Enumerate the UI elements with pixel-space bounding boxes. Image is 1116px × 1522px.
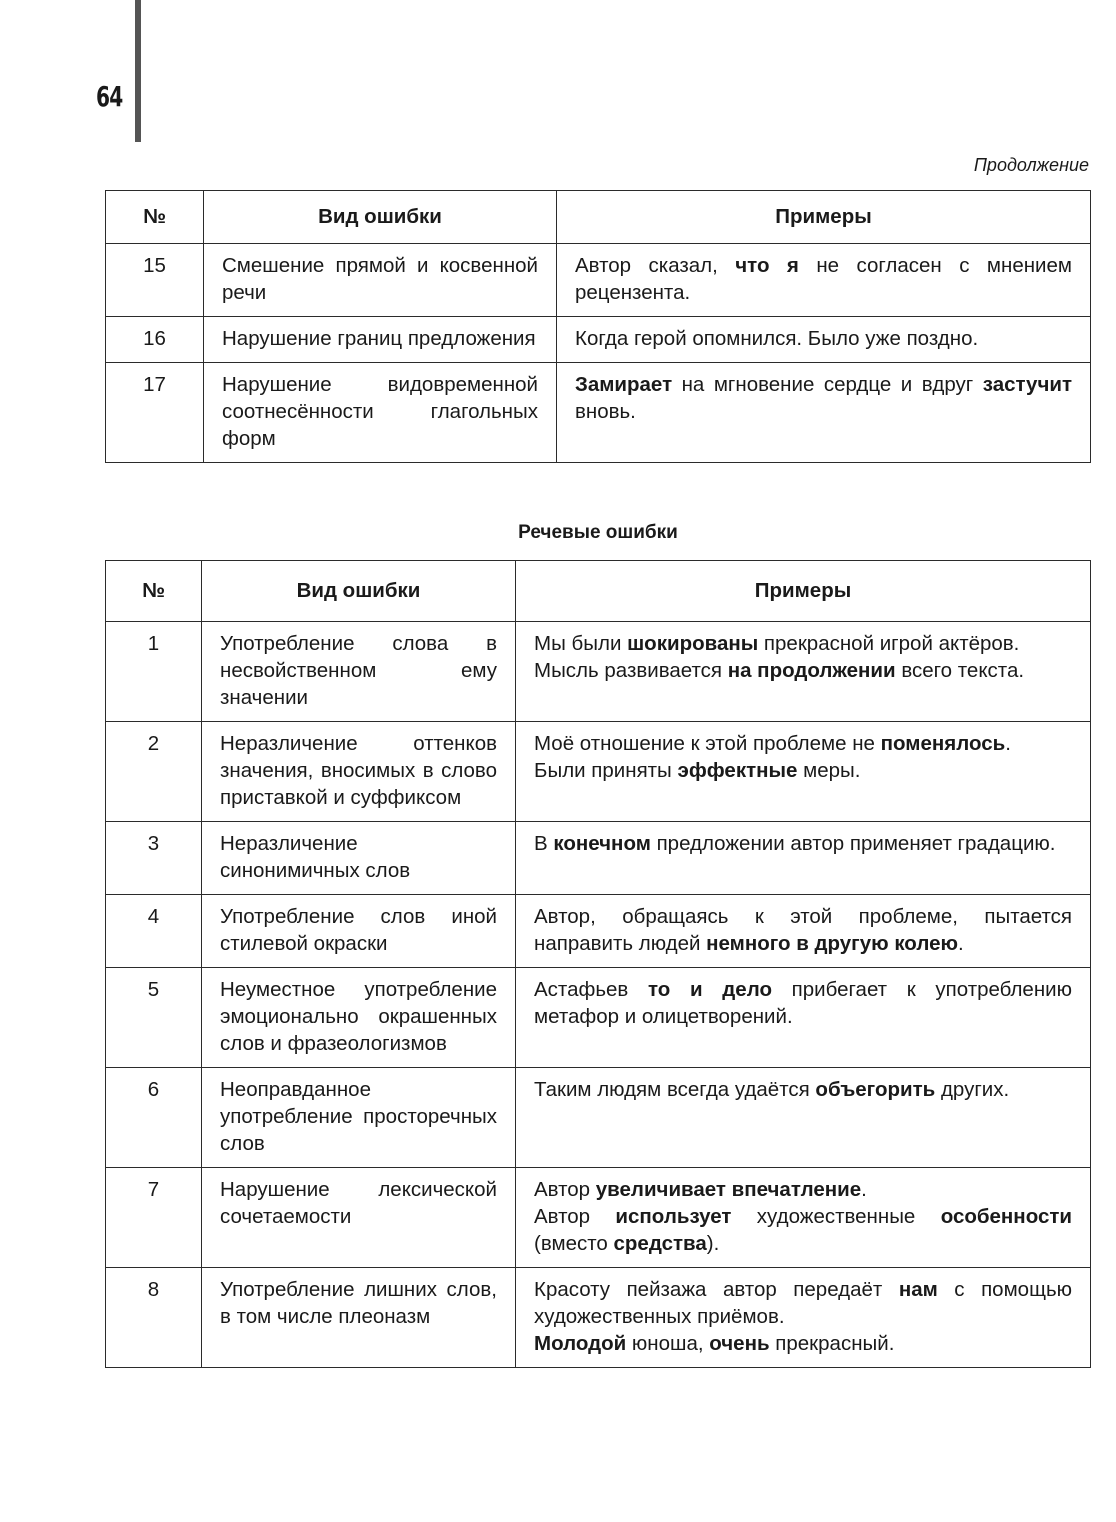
example-line [534,830,1072,857]
example-text: юноша, [626,1332,710,1355]
header-error-type: Вид ошибки [202,561,516,622]
highlighted-error: средства [613,1232,707,1255]
example-text: В [534,832,554,855]
table-row [106,895,1091,968]
row-number: 16 [106,317,204,363]
row-number: 7 [106,1168,202,1268]
examples-cell [557,363,1091,463]
example-text: (вместо [534,1232,614,1255]
example-text: не согласен с мнением рецензента. [575,254,1072,304]
table-row [106,722,1091,822]
example-text: меры. [797,759,861,782]
row-number: 2 [106,722,202,822]
table-row [106,1268,1091,1368]
examples-cell [516,622,1091,722]
table-row [106,244,1091,317]
example-text: Таким людям всегда удаётся [534,1078,816,1101]
examples-cell [516,1068,1091,1168]
highlighted-error: шокированы [627,632,759,655]
row-number: 5 [106,968,202,1068]
example-text: Автор сказал, [575,254,736,277]
error-type: Нарушение лексической сочетаемости [202,1168,516,1268]
table-row [106,317,1091,363]
examples-cell [516,822,1091,895]
table-row [106,363,1091,463]
example-text: вновь. [575,400,636,423]
example-text: Мысль развивается [534,659,728,682]
example-text: Мы были [534,632,628,655]
example-text: других. [935,1078,1010,1101]
examples-cell [516,722,1091,822]
examples-cell [516,895,1091,968]
table-header-row [106,561,1091,622]
example-line [534,1076,1072,1103]
highlighted-error: на продолжении [727,659,896,682]
row-number: 15 [106,244,204,317]
highlighted-error: Молодой [534,1332,627,1355]
page-number: 64 [96,80,123,113]
highlighted-error: Замирает [575,373,673,396]
highlighted-error: поменялось [880,732,1006,755]
example-line [534,630,1072,657]
error-type: Нарушение границ предложения [204,317,557,363]
example-line [534,657,1072,684]
example-line [534,1276,1072,1330]
error-type: Неразличение оттенков значения, вносимых в слово приставкой и суффиксом [202,722,516,822]
table-row [106,1068,1091,1168]
example-text: художественные [731,1205,941,1228]
highlighted-error: нам [898,1278,938,1301]
example-text: Астафьев [534,978,649,1001]
example-text: прекрасной игрой актёров. [758,632,1020,655]
row-number: 17 [106,363,204,463]
highlighted-error: объегорить [815,1078,936,1101]
examples-cell [516,1268,1091,1368]
example-line [575,252,1072,306]
example-line [534,1203,1072,1257]
example-text: всего текста. [895,659,1025,682]
example-text: с помощью художественных приёмов. [534,1278,1072,1328]
error-type: Неуместное употребление эмоционально окрашенных слов и фразеологизмов [202,968,516,1068]
example-text: Автор, обращаясь к этой проблеме, пытается направить людей [534,905,1072,955]
error-type: Употребление лишних слов, в том числе плеоназм [202,1268,516,1368]
continuation-label: Продолжение [973,155,1089,175]
example-text: предложении автор применяет градацию. [650,832,1056,855]
highlighted-error: немного в другую колею [706,932,958,955]
row-number: 8 [106,1268,202,1368]
page-margin-rule [135,0,141,142]
row-number: 6 [106,1068,202,1168]
highlighted-error: очень [709,1332,770,1355]
example-text: прибегает к употреблению метафор и олицетворений. [534,978,1072,1028]
example-line [575,371,1072,425]
example-line [534,757,1072,784]
error-type: Нарушение видовременной соотнесённости глагольных форм [204,363,557,463]
header-examples: Примеры [557,191,1091,244]
table-row [106,822,1091,895]
example-line [534,903,1072,957]
examples-cell [516,968,1091,1068]
table-row [106,622,1091,722]
highlighted-error: конечном [553,832,651,855]
section-title: Речевые ошибки [518,522,678,543]
error-type: Смешение прямой и косвенной речи [204,244,557,317]
example-text: Красоту пейзажа автор передаёт [534,1278,899,1301]
example-text: Автор [534,1205,616,1228]
highlighted-error: застучит [982,373,1072,396]
example-text: прекрасный. [769,1332,895,1355]
speech-errors-table [105,560,1091,1368]
examples-cell [557,244,1091,317]
table-header-row [106,191,1091,244]
example-line [534,1330,1072,1357]
grammar-errors-table-continued [105,190,1091,463]
example-text: Были приняты [534,759,678,782]
example-text: Когда герой опомнился. Было уже поздно. [575,327,979,350]
row-number: 3 [106,822,202,895]
example-text: ). [706,1232,720,1255]
header-number: № [106,191,204,244]
highlighted-error: особенности [940,1205,1072,1228]
example-text: . [861,1178,867,1201]
error-type: Неразличение синонимичных слов [202,822,516,895]
error-type: Употребление слов иной стилевой окраски [202,895,516,968]
row-number: 1 [106,622,202,722]
header-examples: Примеры [516,561,1091,622]
highlighted-error: увеличивает впечатление [595,1178,862,1201]
highlighted-error: что я [735,254,799,277]
example-text: Моё отношение к этой проблеме не [534,732,881,755]
error-type: Употребление слова в несвойственном ему значении [202,622,516,722]
example-line [534,1176,1072,1203]
row-number: 4 [106,895,202,968]
highlighted-error: использует [615,1205,732,1228]
example-text: на мгновение сердце и вдруг [672,373,983,396]
highlighted-error: то и дело [648,978,772,1001]
examples-cell [557,317,1091,363]
error-type: Неоправданное употребление просторечных слов [202,1068,516,1168]
example-text: Автор [534,1178,596,1201]
example-text: . [957,932,964,955]
header-error-type: Вид ошибки [204,191,557,244]
table-row [106,1168,1091,1268]
example-line [575,325,1072,352]
example-line [534,976,1072,1030]
example-line [534,730,1072,757]
example-text: . [1005,732,1011,755]
highlighted-error: эффектные [677,759,798,782]
examples-cell [516,1168,1091,1268]
table-row [106,968,1091,1068]
header-number: № [106,561,202,622]
